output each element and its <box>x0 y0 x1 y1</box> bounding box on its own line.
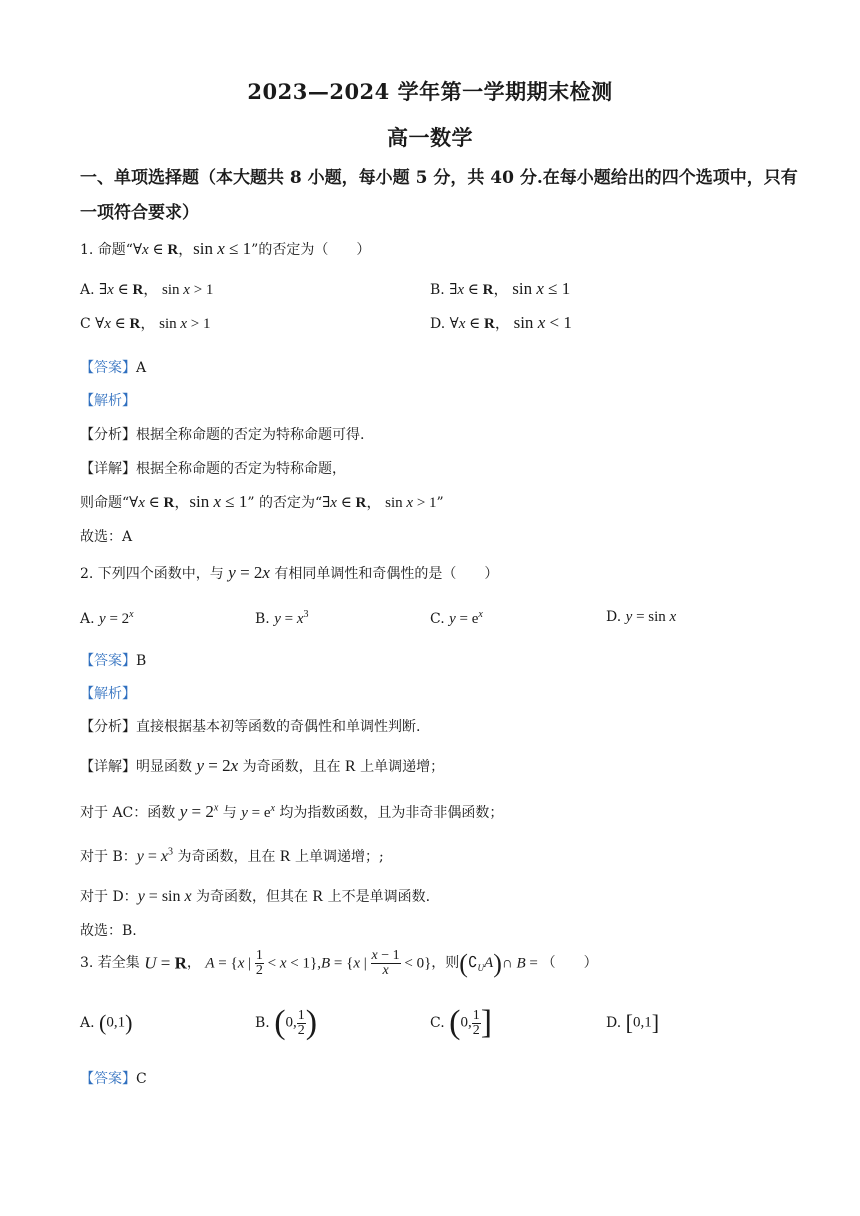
q1-option-d: D. ∀x ∈ R， sin x < 1 <box>430 313 572 332</box>
q3-option-c: C. (0, $\frac{1}{2}$ ] <box>430 1004 493 1041</box>
q1-option-a: A. ∃x ∈ R， sin x > 1 <box>80 282 214 298</box>
q2-detail-b: 对于 B：$y = x^3$ 为奇函数，且在 R 上单调递增；; <box>80 846 384 865</box>
q2-detail-d: 对于 D：y = sin x 为奇函数，但其在 R 上不是单调函数. <box>80 888 431 905</box>
q2-option-d: D. y = sin x <box>606 609 677 625</box>
q1-answer: 【答案】A <box>80 360 147 376</box>
q2-option-b: B. $y = x^3$ <box>255 609 309 627</box>
q1-option-c: C ∀x ∈ R， sin x > 1 <box>80 316 211 332</box>
q2-option-a: A. $y = 2^x$ <box>80 609 134 627</box>
q1-option-b: B. ∃x ∈ R， sin x ≤ 1 <box>430 279 571 298</box>
q2-choose: 故选：B. <box>80 923 137 939</box>
q1-detail: 则命题“∀x ∈ R，sin x ≤ 1” 的否定为“∃x ∈ R， sin x > 1” <box>80 492 444 511</box>
exam-title: 2023—2024 学年第一学期期末检测 <box>247 79 613 104</box>
q2-xiangjie: 【详解】明显函数 y = 2x 为奇函数，且在 R 上单调递增； <box>80 756 445 775</box>
q2-answer: 【答案】B <box>80 653 147 669</box>
q1-fenxi: 【分析】根据全称命题的否定为特称命题可得. <box>80 427 365 443</box>
exam-subtitle: 高一数学 <box>387 125 473 150</box>
section-heading-line1: 一、单项选择题（本大题共 8 小题，每小题 5 分，共 40 分.在每小题给出的四个选项中，只有 <box>80 168 798 188</box>
section-heading-line2: 一项符合要求） <box>80 203 199 223</box>
q3-option-a: A. (0,1) <box>80 1010 133 1035</box>
q2-detail-ac: 对于 AC：函数 $y = 2^x$ 与 $y = e^x$ 均为指数函数，且为非奇非偶函数； <box>80 802 504 821</box>
q2-fenxi: 【分析】直接根据基本初等函数的奇偶性和单调性判断. <box>80 719 421 735</box>
q3-stem: 3. 若全集 U = R， A = {x | $\frac{1}{2}$ < x < 1},B = {x | $\frac{x - 1}{x}$ < 0}，则$(∁_UA)\cap$ B = （ ） <box>80 948 598 979</box>
q2-stem: 2. 下列四个函数中，与 y = 2x 有相同单调性和奇偶性的是（ ） <box>80 563 499 582</box>
q1-xiangjie: 【详解】根据全称命题的否定为特称命题， <box>80 461 346 477</box>
q3-answer: 【答案】C <box>80 1071 147 1087</box>
q3-option-d: D. [0,1] <box>606 1010 660 1035</box>
q2-option-c: C. $y = e^x$ <box>430 609 483 627</box>
q3-option-b: B. (0, $\frac{1}{2}$ ) <box>255 1004 318 1041</box>
q1-choose: 故选：A <box>80 529 133 545</box>
q1-stem: 1. 命题“∀x ∈ R，sin x ≤ 1”的否定为（ ） <box>80 239 371 258</box>
q2-analysis-tag: 【解析】 <box>80 686 136 702</box>
q1-analysis-tag: 【解析】 <box>80 393 136 409</box>
